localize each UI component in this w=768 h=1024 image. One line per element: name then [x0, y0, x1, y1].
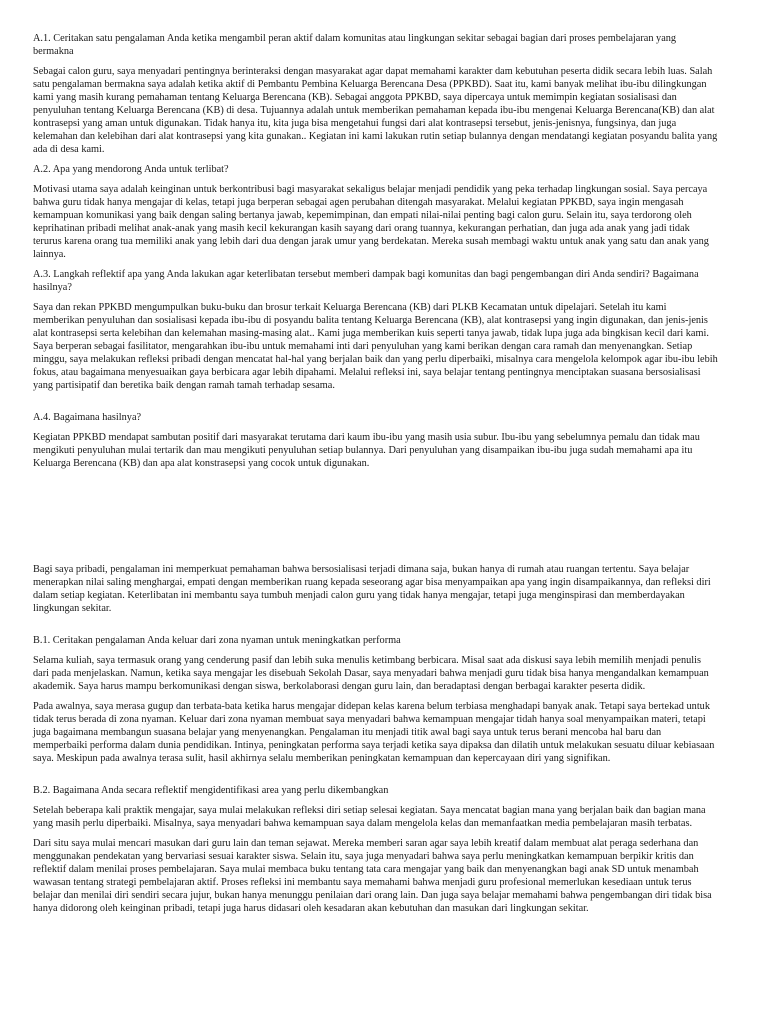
spacer: [33, 477, 718, 563]
answer-a3: Saya dan rekan PPKBD mengumpulkan buku-buku dan brosur terkait Keluarga Berencana (KB) dari PLKB Kecamatan untuk dipelajari. Setelah itu kami memberikan penyuluhan dan sosialisasi kepada ibu-ibu di posyandu balita tentang Keluarga Berencana (KB), alat kontrasepsi yang ingin digunakan, dan jenis-jenis alat kontrasepsi serta kelebihan dan kelemahan masing-masing alat.. Kami juga memberikan kuis seperti tanya jawab, tidak lupa juga ada bingkisan kecil dari kami. Saya berperan sebagai fasilitator, mengarahkan ibu-ibu untuk memahami inti dari penyuluhan yang kami berikan dengan cara ramah dan menyenangkan. Setiap minggu, saya melakukan refleksi pribadi dengan mencatat hal-hal yang berjalan baik dan yang perlu diperbaiki, misalnya cara mengelola kelompok agar ibu-ibu lebih fokus, atau bagaimana menyesuaikan gaya berbicara agar lebih dipahami. Melalui refleksi ini, saya belajar tentang pentingnya menciptakan suasana bersosialisasi yang partisipatif dan beretika baik dengan ramah tamah terhadap sesama.: [33, 302, 718, 391]
spacer: [33, 622, 718, 634]
answer-a1: Sebagai calon guru, saya menyadari pentingnya berinteraksi dengan masyarakat agar dapat memahami karakter dam kebutuhan peserta didik secara lebih luas. Salah satu pengalaman bermakna saya adalah ketika aktif di Pembantu Pembina Keluarga Berencana Desa (PPKBD). Saat itu, kami banyak melihat ibu-ibu dilingkungan kami yang masih kurang pemahaman tentang Keluarga Berencana (KB). Sebagai anggota PPKBD, saya dipercaya untuk memimpin kegiatan sosialisasi dan penyuluhan tentang Keluarga Berencana (KB) di desa. Tujuannya adalah untuk memberikan pemahaman kepada ibu-ibu mengenai Keluarga Berencana(KB) dan alat kontrasepsi yang aman untuk digunakan. Tidak hanya itu, kita juga bisa mengetahui fungsi dari alat kontrasepsi tersebut, jenis-jenisnya, fungsinya, dan juga kelemahan dan kelebihan dari alat kontrasepsi yang kita gunakan.. Kegiatan ini kami lakukan rutin setiap bulannya dengan mendatangi kegiatan posyandu balita yang ada di desa kami.: [33, 66, 718, 155]
answer-b1: Selama kuliah, saya termasuk orang yang cenderung pasif dan lebih suka menulis ketimbang berbicara. Misal saat ada diskusi saya lebih memilih menjadi penulis dari pada menjelaskan. Namun, ketika saya mengajar les disebuah Sekolah Dasar, saya menyadari bahwa menjadi guru tidak bisa hanya mengandalkan kemampuan akademik. Saya harus mampu berkomunikasi dengan siswa, berkolaborasi dengan guru lain, dan beradaptasi dengan berbagai karakter peserta didik.: [33, 655, 709, 692]
answer-a4-continued: Bagi saya pribadi, pengalaman ini memperkuat pemahaman bahwa bersosialisasi terjadi dimana saja, bukan hanya di rumah atau ruangan tertentu. Saya belajar menerapkan nilai saling menghargai, empati dengan memberikan ruang kepada seseorang agar bisa menyampaikan apa yang ingin disampaikannya, dan refleksi diri dalam setiap kegiatan. Keterlibatan ini membantu saya tumbuh menjadi calon guru yang tidak hanya mengajar, tetapi juga menginspirasi dan memberdayakan lingkungan sekitar.: [33, 564, 711, 614]
question-a3: A.3. Langkah reflektif apa yang Anda lakukan agar keterlibatan tersebut memberi dampak bagi komunitas dan bagi pengembangan diri Anda sendiri? Bagaimana hasilnya?: [33, 269, 699, 293]
answer-a4: Kegiatan PPKBD mendapat sambutan positif dari masyarakat terutama dari kaum ibu-ibu yang masih usia subur. Ibu-ibu yang sebelumnya pemalu dan tidak mau mengikuti penyuluhan mulai tertarik dan mau mengikuti penyuluhan setiap bulannya. Dari penyuluhan yang disampaikan ibu-ibu juga sudah memahami apa itu Keluarga Berencana (KB) dan apa alat konstrasepsi yang cocok untuk digunakan.: [33, 432, 700, 469]
answer-b2-continued: Dari situ saya mulai mencari masukan dari guru lain dan teman sejawat. Mereka memberi saran agar saya lebih kreatif dalam membuat alat peraga sederhana dan menggunakan pendekatan yang bervariasi sesuai karakter siswa. Selain itu, saya juga menyadari bahwa saya perlu meningkatkan kemampuan berpikir kritis dan reflektif dalam menilai proses pembelajaran. Saya mulai membaca buku tentang tata cara mengajar yang baik dan menyenangkan bagi anak SD untuk menambah wawasan tentang strategi pembelajaran aktif. Proses refleksi ini membantu saya memahami bahwa menjadi guru profesional memerlukan kesediaan untuk terus belajar dan menilai diri sendiri secara jujur, bukan hanya menunggu penilaian dari orang lain. Dan juga saya belajar memahami bahwa pengembangan diri tidak bisa hanya didorong oleh keinginan pribadi, tetapi juga harus didasari oleh kesadaran akan kebutuhan dan masukan dari lingkungan sekitar.: [33, 838, 712, 914]
question-b2: B.2. Bagaimana Anda secara reflektif mengidentifikasi area yang perlu dikembangkan: [33, 785, 389, 796]
answer-b2: Setelah beberapa kali praktik mengajar, saya mulai melakukan refleksi diri setiap selesai kegiatan. Saya mencatat bagian mana yang berjalan baik dan bagian mana yang masih perlu diperbaiki. Misalnya, saya menyadari bahwa kemampuan saya dalam mengelola kelas dan memanfaatkan media pembelajaran masih terbatas.: [33, 805, 706, 829]
spacer: [33, 399, 718, 411]
answer-a2: Motivasi utama saya adalah keinginan untuk berkontribusi bagi masyarakat sekaligus belajar menjadi pendidik yang peka terhadap lingkungan sosial. Saya percaya bahwa guru tidak hanya mengajar di kelas, tetapi juga berperan sebagai agen perubahan ditengah masyarakat. Melalui kegiatan PPKBD, saya ingin mengasah kemampuan komunikasi yang baik dengan saling bertanya jawab, kepemimpinan, dan empati nilai-nilai penting bagi calon guru. Selain itu, saya terdorong oleh keprihatinan pribadi melihat anak-anak yang masih kecil kekurangan kasih sayang dari orang tuannya, kekurangan perhatian, dan juga ada anak yang jadi tidak terurus karena orang tua memiliki anak yang lebih dari dua dengan jarak umur yang berdekatan. Mereka susah membagi waktu untuk anak yang satu dan anak yang lainnya.: [33, 184, 709, 260]
spacer: [33, 772, 718, 784]
question-a2: A.2. Apa yang mendorong Anda untuk terlibat?: [33, 164, 229, 175]
answer-b1-continued: Pada awalnya, saya merasa gugup dan terbata-bata ketika harus mengajar didepan kelas karena belum terbiasa menghadapi banyak anak. Tetapi saya bertekad untuk tidak terus berada di zona nyaman. Keluar dari zona nyaman membuat saya menyadari bahwa kemampuan mengajar tidah hanya soal menyampaikan materi, tetapi juga bagaimana membangun suasana belajar yang menyenangkan. Pengalaman itu menjadi titik awal bagi saya untuk terus berani mencoba hal baru dan memperbaiki performa dalam dunia pendidikan. Intinya, peningkatan performa saya terjadi ketika saya dipaksa dan dilatih untuk melakukan sesuatu diluar kebiasaan saya. Meskipun pada awalnya terasa sulit, hasil akhirnya selalu memberikan peningkatan kemampuan dan kepercayaan diri yang signifikan.: [33, 701, 715, 764]
question-a1: A.1. Ceritakan satu pengalaman Anda ketika mengambil peran aktif dalam komunitas atau lingkungan sekitar sebagai bagian dari proses pembelajaran yang bermakna: [33, 33, 677, 57]
question-a4: A.4. Bagaimana hasilnya?: [33, 412, 142, 423]
question-b1: B.1. Ceritakan pengalaman Anda keluar dari zona nyaman untuk meningkatkan performa: [33, 635, 401, 646]
